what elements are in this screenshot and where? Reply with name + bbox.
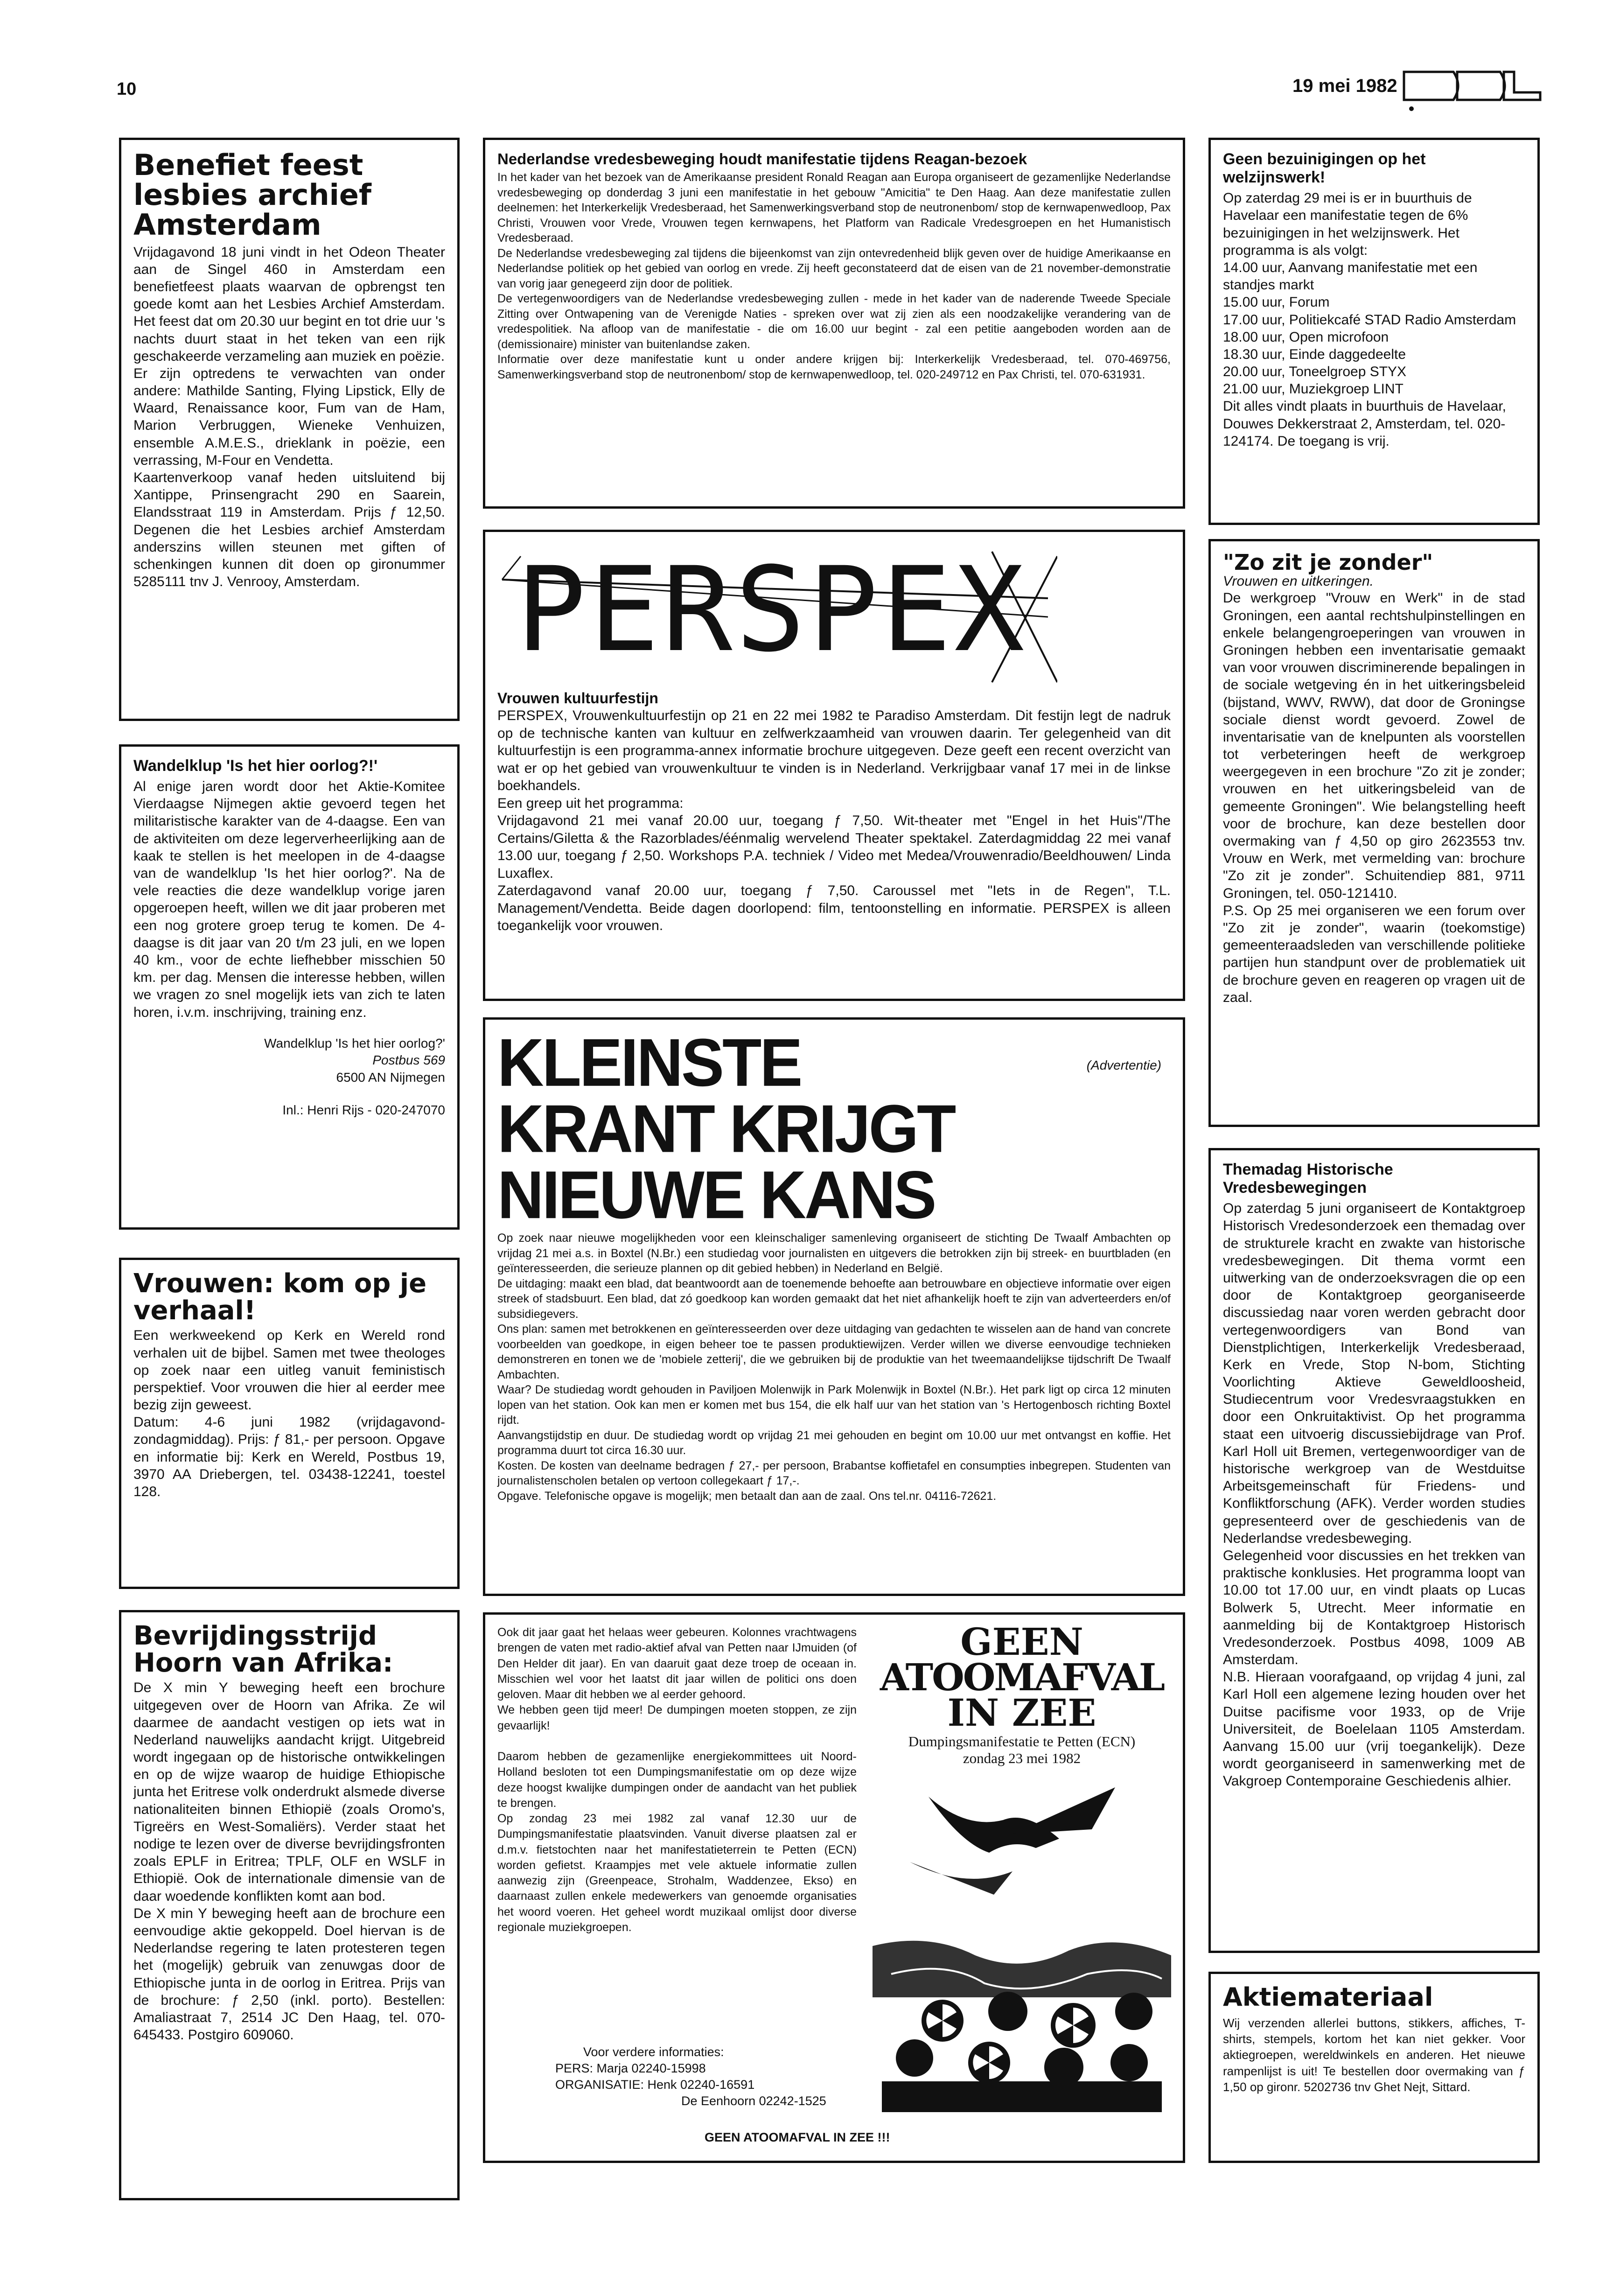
atoom-contact-line: Voor verdere informaties: (583, 2045, 724, 2059)
wandelklup-info: Inl.: Henri Rijs - 020-247070 (282, 1102, 445, 1117)
wandelklup-address-line: 6500 AN Nijmegen (336, 1070, 445, 1085)
atoom-footer: GEEN ATOOMAFVAL IN ZEE !!! (705, 2130, 890, 2144)
wandelklup-address-line: Postbus 569 (372, 1053, 445, 1068)
atoom-poster-title (873, 1620, 1171, 1735)
masthead-logo-graphic (1402, 70, 1542, 102)
advertentie-tag: (Advertentie) (1086, 1058, 1161, 1072)
reagan-body: In het kader van het bezoek van de Amerikaanse president Ronald Reagan aan Europa organiseert de gezamenlijke Nederlandse vredesbeweging op donderdag 3 juni een manifestatie in het gebouw "Amicitia" te Den Haag. Aan deze manifestatie zullen deelnemen: het Interkerkelijk Vredesberaad, het Samenwerkingsverband stop de neutronenbom/ stop de kernwapenwedloop, Pax Christi, Vrouwen voor Vrede, Vrouwen tegen kernwapens, het Platform van Radicale Vredesgroepen en het Humanistisch Vredesberaad. De Nederlandse vredesbeweging zal tijdens die bijeenkomst van zijn ontevredenheid blijk geven over de huidige Amerikaanse en Nederlandse politiek op het gebied van oorlog en vrede. Zij heeft geconstateerd dat de eisen van de 21 november-demonstratie van vorig jaar genegeerd zijn door de politiek. De vertegenwoordigers van de Nederlandse vredesbeweging zullen - mede in het kader van de naderende Tweede Speciale Zitting over Ontwapening van de Verenigde Naties - spreken over wat zij zien als een noodzakelijke verandering van de vredespolitiek. Na afloop van de manifestatie - die om 16.00 uur begint - zal een petitie aangeboden worden aan de (demissionaire) minister van buitenlandse zaken. Informatie over deze manifestatie kunt u onder andere krijgen bij: Interkerkelijk Vredesberaad, tel. 070-469756, Samenwerkingsverband stop de neutronenbom/ stop de kernwapenwedloop, tel. 020-249712 en Pax Christi, tel. 070-631931. (497, 171, 1171, 381)
themadag-title: Themadag Historische Vredesbewegingen (1223, 1161, 1393, 1197)
welzijn-body: Op zaterdag 29 mei is er in buurthuis de Havelaar een manifestatie tegen de 6% bezuinigingen in het welzijnswerk. Het programma is als volgt: 14.00 uur, Aanvang manifestatie met een standjes markt 15.00 uur, Forum 17.00 uur, Politiekcafé STAD Radio Amsterdam 18.00 uur, Open microfoon 18.30 uur, Einde daggedeelte 20.00 uur, Toneelgroep STYX 21.00 uur, Muziekgroep LINT Dit alles vindt plaats in buurthuis de Havelaar, Douwes Dekkerstraat 2, Amsterdam, tel. 020-124174. De toegang is vrij. (1223, 190, 1516, 449)
wandelklup-address-line: Wandelklup 'Is het hier oorlog?' (264, 1036, 445, 1050)
atoom-poster-title-line: ATOOMAFVAL (880, 1655, 1164, 1699)
bevrijding-body: De X min Y beweging heeft een brochure uitgegeven over de Hoorn van Afrika. Ze wil daarmee de aandacht vestigen op iets wat in Nederland nauwelijks aandacht krijgt. Uitgebreid wordt ingegaan op de historische ontwikkelingen en op de wijze waarop de huidige Ethiopische junta het Eritrese volk onderdrukt alsmede diverse nationaliteiten binnen Ethiopië (zoals Oromo's, Tigreërs en West-Somaliërs). Verder staat het nodige te lezen over de diverse bevrijdingsfronten zoals EPLF in Eritrea; TPLF, OLF en WSLF in Ethiopië. Ook de internationale dimensie van de daar woedende konflikten komt aan bod. De X min Y beweging heeft aan de brochure een eenvoudige aktie gekoppeld. Doel hiervan is de Nederlandse regering te laten protesteren tegen het (mogelijk) gebruik van zenuwgas door de Ethiopische junta in de oorlog in Eritrea. Prijs van de brochure: ƒ 2,50 (inkl. porto). Bestellen: Amaliastraat 7, 2514 JC Den Haag, tel. 070-645433. Postgiro 609060. (133, 1680, 445, 2043)
themadag-body: Op zaterdag 5 juni organiseert de Kontaktgroep Historisch Vredesonderzoek een themadag over de strukturele kracht en zwakte van historische vredesbewegingen. Dit thema vormt een uitwerking van de onderzoeksvragen die op een door de Kontaktgroep georganiseerde discussiedag naar voren werden gebracht door vertegenwoordigers van Bond van Dienstplichtigen, Interkerkelijk Vredesberaad, Kerk en Vrede, Stop N-bom, Stichting Voorlichting Aktieve Geweldloosheid, Studiecentrum voor Vredesvraagstukken en door een Onkruitaktivist. Op het programma staat een uitvoerig discussiebijdrage van Prof. Karl Holl uit Bremen, vertegenwoordiger van de historische werkgroep van de Westduitse Arbeitsgemeinschaft für Friedens- und Konfliktforschung (AFK). Verder worden studies gepresenteerd over de geschiedenis van de Nederlandse vredesbeweging. Gelegenheid voor discussies en het trekken van praktische konklusies. Het programma loopt van 10.00 tot 17.00 uur, en vindt plaats op Lucas Bolwerk 5, Utrecht. Meer informatie en aanmelding bij de Kontaktgroep Historisch Vredesonderzoek. Postbus 4098, 1009 AB Amsterdam. N.B. Hieraan voorafgaand, op vrijdag 4 juni, zal Karl Holl een algemene lezing houden over het Duitse pacifisme voor 1933, op de Vrije Universiteit, de Boelelaan 1105 Amsterdam. Aanvang 15.00 uur (vrij toegankelijk). Deze wordt georganiseerd in samenwerking met de Vakgroep Contemporaine Geschiedenis alhier. (1223, 1201, 1525, 1789)
welzijn-title: Geen bezuinigingen op het welzijnswerk! (1223, 150, 1426, 187)
atoom-poster-title-line: GEEN (960, 1620, 1083, 1664)
atoom-poster-sub (873, 1733, 1171, 1766)
vrouwen-verhaal-body: Een werkweekend op Kerk en Wereld rond verhalen uit de bijbel. Samen met twee theologes op zoek naar een uitleg vanuit feministisch perspektief. Voor vrouwen die hier al eerder mee bezig zijn geweest. Datum: 4-6 juni 1982 (vrijdagavond-zondagmiddag). Prijs: ƒ 81,- per persoon. Opgave en informatie bij: Kerk en Wereld, Postbus 19, 3970 AA Driebergen, tel. 03438-12241, toestel 128. (133, 1328, 445, 1500)
article-zo-zit-je-zonder (1208, 539, 1540, 1127)
page-number: 10 (117, 79, 137, 99)
article-aktiemateriaal (1208, 1972, 1540, 2163)
masthead-logo (1402, 70, 1542, 102)
bevrijding-title: Bevrijdingsstrijd Hoorn van Afrika: (133, 1621, 393, 1678)
article-benefiet (119, 138, 460, 721)
wandelklup-body: Al enige jaren wordt door het Aktie-Komitee Vierdaagse Nijmegen aktie gevoerd tegen het militaristische karakter van de 4-daagse. Een van de aktiviteiten om deze legerverheerlijking aan de kaak te stellen is het meelopen in de 4-daagse van de wandelklup 'Is het hier oorlog?'. Na de vele reacties die deze wandelklup vorige jaren opgeroepen heeft, willen we dit jaar proberen met een nog grotere groep terug te komen. De 4-daagse is dit jaar van 20 t/m 23 juli, en we lopen 40 km., voor de echte liefhebber misschien 50 km. per dag. Mensen die interesse hebben, willen we vragen zo snel mogelijk iets van zich te laten horen, i.v.m. inschrijving, training enz. (133, 779, 445, 1020)
atoom-poster-title-line: IN ZEE (947, 1691, 1096, 1735)
zonder-title: "Zo zit je zonder" (1223, 550, 1433, 575)
atoom-contact-line: PERS: Marja 02240-15998 (555, 2061, 706, 2076)
kleinste-headline-line: NIEUWE KANS (497, 1157, 935, 1233)
atoom-contacts (555, 2044, 854, 2109)
reagan-title: Nederlandse vredesbeweging houdt manifestatie tijdens Reagan-bezoek (497, 150, 1027, 168)
kleinste-headline-line: KLEINSTE (497, 1025, 801, 1101)
perspex-logo-text: PERSPEX (516, 542, 1027, 678)
vrouwen-verhaal-title: Vrouwen: kom op je verhaal! (133, 1268, 427, 1326)
article-vrouwen-verhaal (119, 1258, 460, 1589)
atoom-contact-line: De Eenhoorn 02242-1525 (681, 2094, 826, 2108)
kleinste-body: Op zoek naar nieuwe mogelijkheden voor een kleinschaliger samenleving organiseert de stichting De Twaalf Ambachten op vrijdag 21 mei a.s. in Boxtel (N.Br.) een studiedag voor journalisten en uitgevers die betrokken zijn bij streek- en buurtbladen (en geïnteresseerden, die serieuze plannen op dit gebied hebben) in Nederland en België. De uitdaging: maakt een blad, dat beantwoordt aan de toenemende behoefte aan betrouwbare en objectieve informatie over eigen streek of stadsbuurt. Een blad, dat zó goedkoop kan worden gemaakt dat het niet afhankelijk hoeft te zijn van adverteerders en/of subsidiegevers. Ons plan: samen met betrokkenen en geïnteresseerden over deze uitdaging van gedachten te wisselen aan de hand van concrete voorbeelden van goedkope, in eigen beheer toe te passen produktiewijzen. Verder willen we diverse eenvoudige technieken demonstreren en tonen we de 'mobiele zetterij', die we gebruiken bij de produktie van het tweemaandelijkse tijdschrift De Twaalf Ambachten. Waar? De studiedag wordt gehouden in Paviljoen Molenwijk in Park Molenwijk in Boxtel (N.Br.). Het park ligt op circa 12 minuten lopen van het station. Ook kan men er komen met bus 154, die elk half uur van het station van 's Hertogenbosch richting Boxtel rijdt. Aanvangstijdstip en duur. De studiedag wordt op vrijdag 21 mei gehouden en begint om 10.00 uur met ontvangst en koffie. Het programma duurt tot circa 16.30 uur. Kosten. De kosten van deelname bedragen ƒ 27,- per persoon, Brabantse koffietafel en consumpties inbegrepen. Studenten van journalistenscholen betalen op vertoon collegekaart ƒ 17,-. Opgave. Telefonische opgave is mogelijk; men betaalt dan aan de zaal. Ons tel.nr. 04116-72621. (497, 1232, 1171, 1503)
atoom-poster (873, 1620, 1171, 2119)
benefiet-body: Vrijdagavond 18 juni vindt in het Odeon Theater aan de Singel 460 in Amsterdam een benefietfeest plaats waarvan de opbrengst ten goede komt aan het Lesbies Archief Amsterdam. Het feest dat om 20.30 uur begint en tot drie uur 's nachts duurt staat in het teken van een rijk geschakeerde verzameling aan muziek en poëzie. Er zijn optredens te verwachten van onder andere: Mathilde Santing, Flying Lipstick, Elly de Waard, Renaissance koor, Fum van de Ham, Marion Verbruggen, Wieneke Venhuizen, ensemble A.M.E.S., drieklank in poëzie, een verrassing, M-Four en Vendetta. Kaartenverkoop vanaf heden uitsluitend bij Xantippe, Prinsengracht 290 en Saarein, Elandsstraat 119 in Amsterdam. Prijs ƒ 12,50. Degenen die het Lesbies archief Amsterdam anderszins willen steunen met giften of schenkingen kunnen dit doen op gironummer 5285111 tnv J. Venrooy, Amsterdam. (133, 244, 445, 590)
article-reagan (483, 138, 1185, 509)
masthead-dot (1409, 106, 1414, 111)
atoom-contact-line: ORGANISATIE: Henk 02240-16591 (555, 2078, 755, 2092)
article-themadag (1208, 1148, 1540, 1953)
atoom-poster-sub-line: zondag 23 mei 1982 (963, 1750, 1081, 1766)
atoom-poster-sub-line: Dumpingsmanifestatie te Petten (ECN) (908, 1733, 1136, 1750)
issue-date: 19 mei 1982 (1292, 76, 1397, 96)
aktie-title: Aktiemateriaal (1223, 1982, 1433, 2012)
article-kleinste-krant (483, 1017, 1185, 1596)
zonder-body: De werkgroep "Vrouw en Werk" in de stad Groningen, een aantal rechtshulpinstellingen en enkele belangengroeperingen van vrouwen in Groningen hebben een inventarisatie gemaakt van voor vrouwen discriminerende bepalingen in de sociale wetgeving én in het uitkeringsbeleid (bijstand, WWV, RWW), dat door de Groningse sociale dienst wordt gevoerd. Zowel de inventarisatie van de knelpunten als voorstellen tot verbeteringen heeft de werkgroep weergegeven in een brochure "Zo zit je zonder; vrouwen en het uitkeringsbeleid van de gemeente Groningen". Wie belangstelling heeft voor de brochure, kan deze bestellen door overmaking van ƒ 4,50 op giro 2623553 tnv. Vrouw en Werk, met vermelding van: brochure "Zo zit je zonder". Schuitendiep 881, 9711 Groningen, tel. 050-121410. P.S. Op 25 mei organiseren we een forum over "Zo zit je zonder", waarin (toekomstige) gemeenteraadsleden van verschillende politieke partijen hun standpunt over de problematiek uit de brochure geven en reageren op vragen uit de zaal. (1223, 590, 1525, 1005)
atoom-body: Ook dit jaar gaat het helaas weer gebeuren. Kolonnes vrachtwagens brengen de vaten met radio-aktief afval van Petten naar IJmuiden (of Den Helder dit jaar). En van daaruit gaat deze troep de oceaan in. Misschien wel voor het laatst dit jaar willen de politici ons doen geloven. Maar dit hebben we al eerder gehoord. We hebben geen tijd meer! De dumpingen moeten stoppen, ze zijn gevaarlijk! Daarom hebben de gezamenlijke energiekommittees uit Noord-Holland besloten tot een Dumpingsmanifestatie om op deze wijze deze hoogst kwalijke dumpingen onder de aandacht van het publiek te brengen. Op zondag 23 mei 1982 zal vanaf 12.30 uur de Dumpingsmanifestatie plaatsvinden. Vanuit diverse plaatsen zal er d.m.v. fietstochten naar het manifestatieterrein te Petten (ECN) worden gefietst. Kraampjes met vele aktuele informatie zullen aanwezig zijn (Greenpeace, Strohalm, Waddenzee, Ekso) en daarnaast zullen enkele medewerkers van genoemde organisaties het woord voeren. Het geheel wordt muzikaal omlijst door diverse regionale muziekgroepen. (497, 1626, 857, 1934)
aktie-body: Wij verzenden allerlei buttons, stikkers, affiches, T-shirts, stempels, kortom het kan niet gekker. Voor aktiegroepen, wereldwinkels en anderen. Het nieuwe rampenlijst is uit! Te bestellen door overmaking van ƒ 1,50 op gironr. 5202736 tnv Ghet Nejt, Sittard. (1223, 2016, 1525, 2094)
article-welzijn (1208, 138, 1540, 525)
kleinste-headline-line: KRANT KRIJGT (497, 1091, 955, 1167)
wandelklup-title: Wandelklup 'Is het hier oorlog?!' (133, 757, 378, 775)
perspex-logo (497, 542, 1171, 687)
article-perspex (483, 530, 1185, 1001)
article-wandelklup (119, 744, 460, 1230)
perspex-body: PERSPEX, Vrouwenkultuurfestijn op 21 en 22 mei 1982 te Paradiso Amsterdam. Dit festijn legt de nadruk op de technische kanten van kultuur en zelfwerkzaamheid van vrouwen daarin. Ter gelegenheid van dit kultuurfestijn is een programma-annex informatie brochure uitgegeven. Deze geeft een recent overzicht van wat er op het gebied van vrouwenkultuur te vinden is in Nederland. Verkrijgbaar vanaf 17 mei in de linkse boekhandels. Een greep uit het programma: Vrijdagavond 21 mei vanaf 20.00 uur, toegang ƒ 7,50. Wit-theater met "Engel in het Huis"/The Certains/Giletta & the Razorblades/éénmalig wervelend Theater spektakel. Zaterdagmiddag 22 mei vanaf 13.00 uur, toegang ƒ 2,50. Workshops P.A. techniek / Video met Medea/Vrouwenradio/Beeldhouwen/ Linda Luxaflex. Zaterdagavond vanaf 20.00 uur, toegang ƒ 7,50. Caroussel met "Iets in de Regen", T.L. Management/Vendetta. Beide dagen doorlopend: film, tentoonstelling en informatie. PERSPEX is alleen toegankelijk voor vrouwen. (497, 708, 1171, 933)
kleinste-headline (497, 1025, 1171, 1233)
atoom-poster-illustration (873, 1778, 1171, 2114)
zonder-subtitle: Vrouwen en uitkeringen. (1223, 574, 1374, 589)
article-atoomafval (483, 1612, 1185, 2163)
perspex-subtitle: Vrouwen kultuurfestijn (497, 690, 658, 707)
benefiet-title: Benefiet feest lesbies archief Amsterdam (133, 148, 371, 242)
article-bevrijding (119, 1610, 460, 2200)
wandelklup-address (133, 1035, 445, 1086)
